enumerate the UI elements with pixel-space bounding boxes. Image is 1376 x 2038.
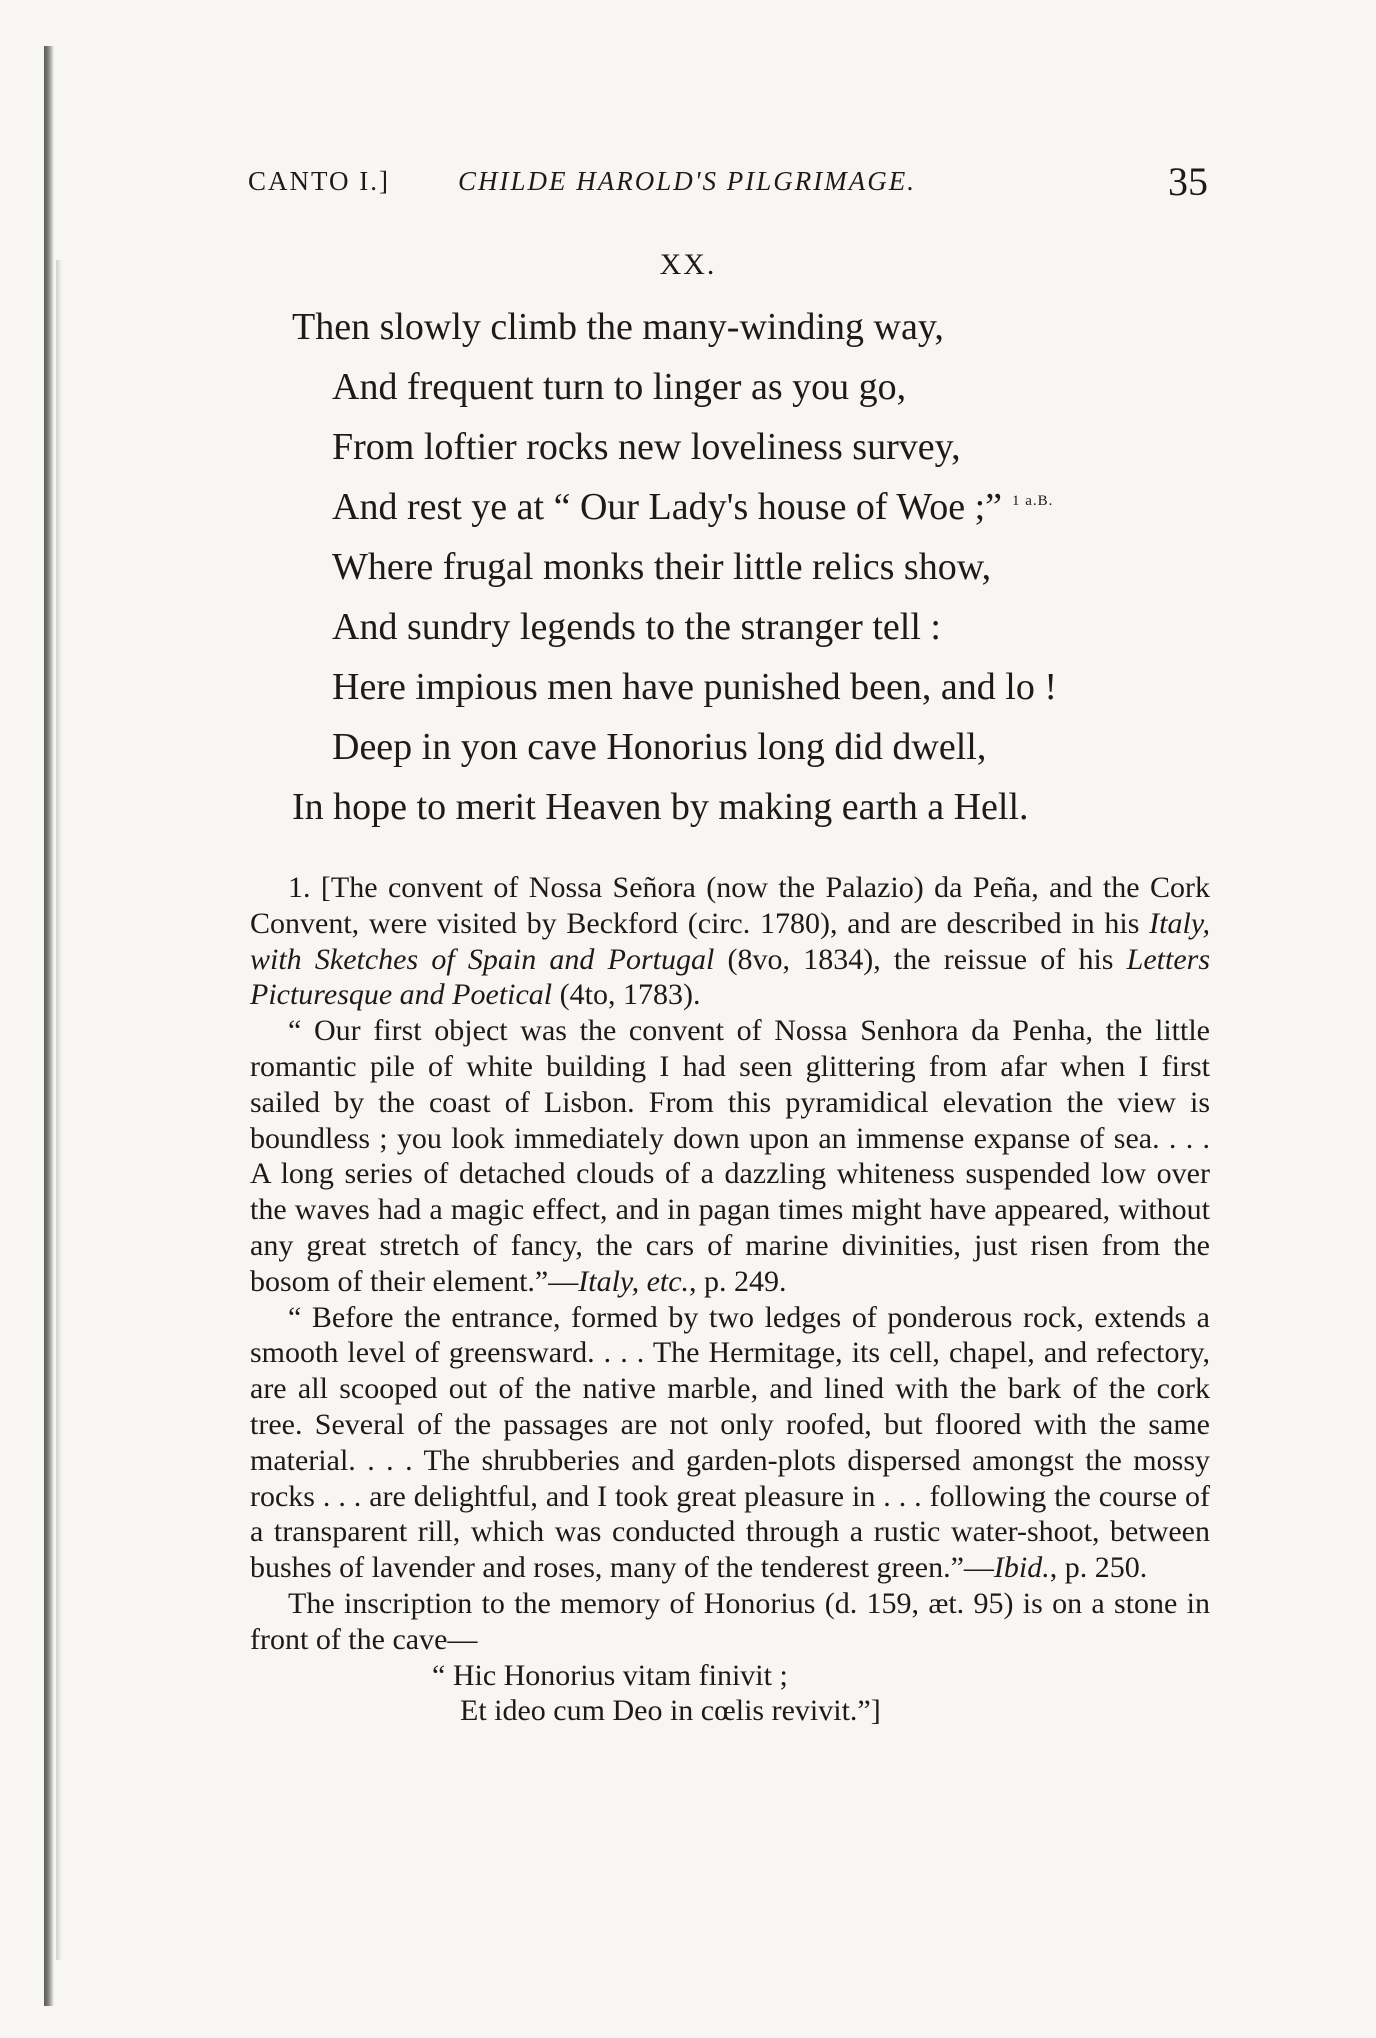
footnote-ref: 1 a.B. [1012, 493, 1054, 510]
poem-line: Deep in yon cave Honorius long did dwell, [332, 726, 987, 768]
citation-italic: Italy, etc. [578, 1264, 690, 1298]
canto-label [248, 166, 390, 197]
stanza-number: XX. [659, 248, 717, 281]
poem-line: Where frugal monks their little relics show, [332, 546, 992, 588]
book-title-italic: Letters Picturesque and Poetical [250, 942, 1211, 1012]
poem-line: From loftier rocks new loveliness survey, [332, 426, 961, 468]
binding-edge-shadow [44, 46, 54, 2006]
footnote-text: , p. 249. [689, 1264, 787, 1298]
binding-edge-shadow-soft [56, 260, 62, 1960]
poem-line: In hope to merit Heaven by making earth a Hell. [292, 786, 1029, 828]
poem-line: And frequent turn to linger as you go, [332, 366, 907, 408]
poem-line-text: And rest ye at “ Our Lady's house of Woe ;” [332, 486, 1003, 528]
footnote-text: , p. 250. [1049, 1551, 1148, 1585]
footnote-text: (8vo, 1834), the reissue of his [714, 942, 1127, 976]
poem-line: Then slowly climb the many-winding way, [292, 306, 944, 348]
inscription-line: “ Hic Honorius vitam finivit ; [432, 1658, 788, 1692]
canto-bracket: ] [379, 166, 391, 196]
book-title: CHILDE HAROLD'S PILGRIMAGE. [458, 166, 916, 196]
inscription-line: Et ideo cum Deo in cœlis revivit.”] [460, 1694, 881, 1728]
poem-line: Here impious men have punished been, and lo ! [332, 666, 1057, 708]
citation-italic: Ibid. [993, 1551, 1050, 1585]
footnote-text: 1. [The convent of Nossa Señora (now the Palazio) da Peña, and the Cork Convent, were visited by Beckford (circ. 1780), and are described in his [250, 871, 1210, 940]
book-title-italic: Italy, with Sketches of Spain and Portugal [250, 906, 1210, 976]
page-number: 35 [1168, 159, 1208, 204]
footnote-text: “ Before the entrance, formed by two ledges of ponderous rock, extends a smooth level of greensward. . . . The Hermitage, its cell, chapel, and refectory, are all scooped out of the native marble, and lined with the bark of the cork tree. Several of the passages are not only roofed, but floored with the same material. . . . The shrubberies and garden-plots dispersed amongst the mossy rocks . . . are delightful, and I took great pleasure in . . . following the course of a transparent rill, which was conducted through a rustic water-shoot, between bushes of lavender and roses, many of the tenderest green.”— [250, 1300, 1210, 1585]
footnote-paragraph [250, 1013, 1210, 1299]
footnotes [250, 870, 1210, 1729]
running-header [248, 158, 1208, 206]
poem-line: And sundry legends to the stranger tell : [332, 606, 941, 648]
footnote-paragraph [250, 870, 1210, 1013]
poem-line-with-ref [332, 485, 1053, 529]
footnote-paragraph [250, 1300, 1210, 1586]
footnote-text: “ Our first object was the convent of Nossa Senhora da Penha, the little romantic pile of white building I had seen glittering from afar when I first sailed by the coast of Lisbon. From this pyramidical elevation the view is boundless ; you look immediately down upon an immense expanse of sea. . . . A long series of detached clouds of a dazzling whiteness suspended low over the waves had a magic effect, and in pagan times might have appeared, without any great stretch of fancy, the cars of marine divinities, just risen from the bosom of their element.”— [250, 1014, 1210, 1298]
footnote-paragraph: The inscription to the memory of Honorius (d. 159, æt. 95) is on a stone in front of the cave— [250, 1586, 1210, 1656]
canto-text: CANTO I. [248, 166, 380, 196]
footnote-text: (4to, 1783). [552, 978, 701, 1012]
